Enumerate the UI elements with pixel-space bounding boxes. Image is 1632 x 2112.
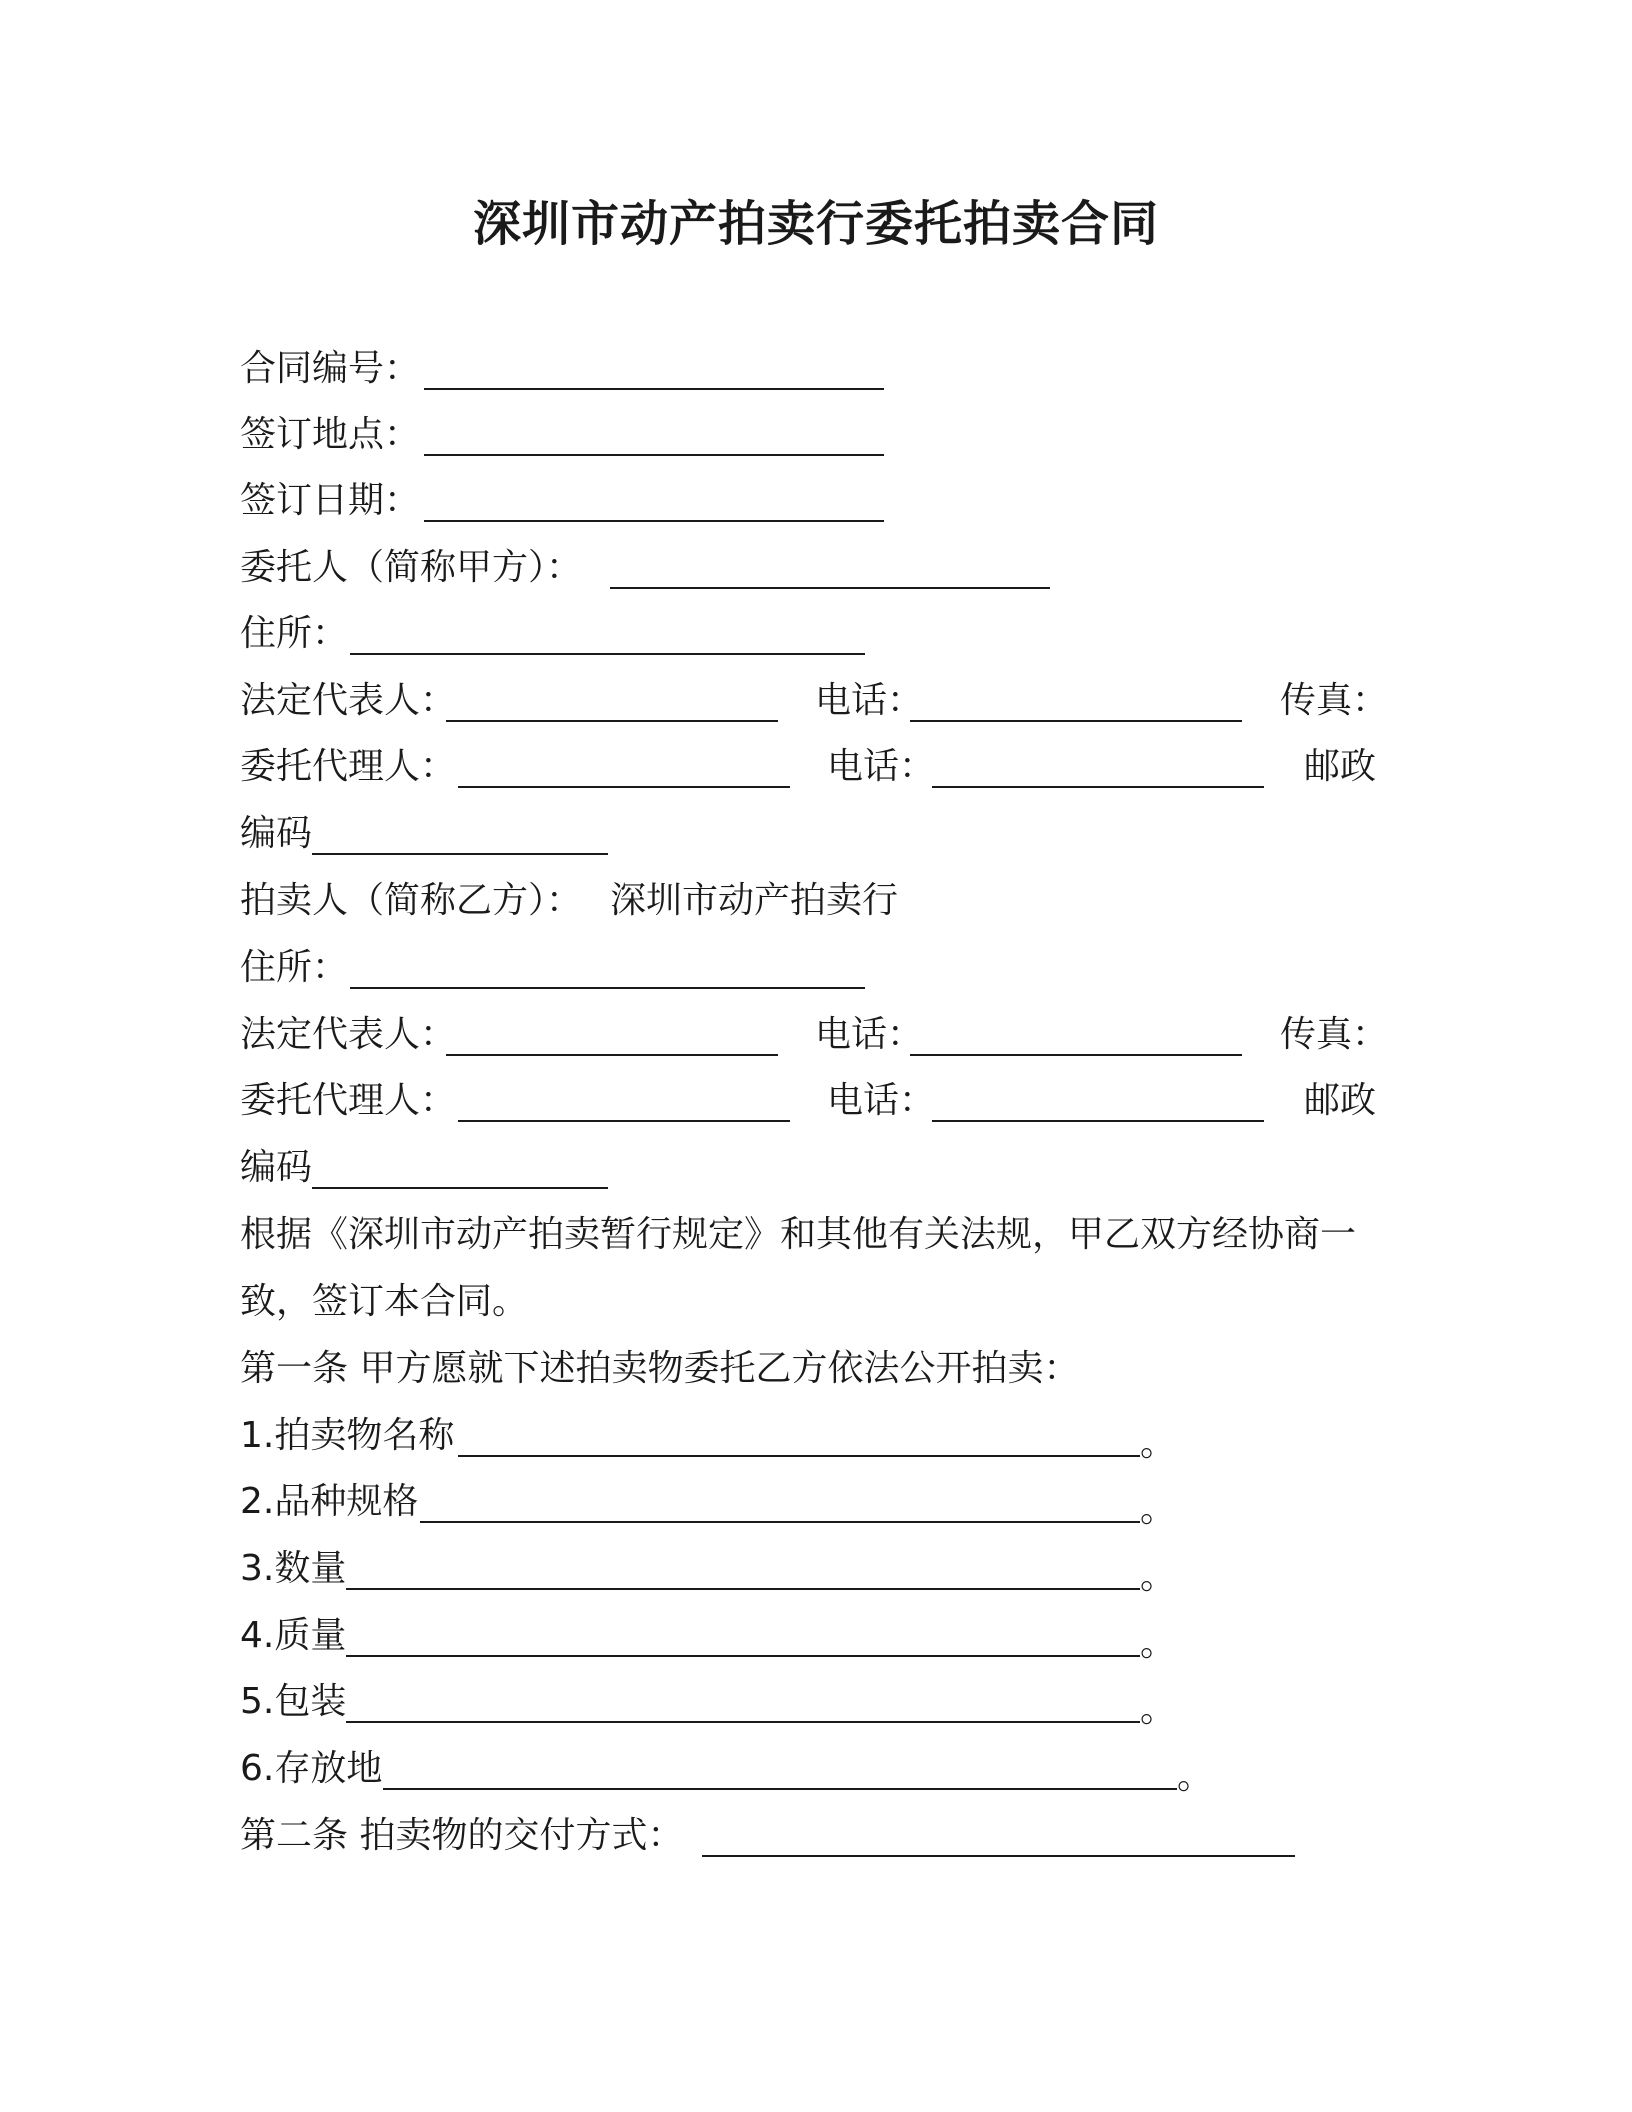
party-a-label: 委托人（简称甲方）：	[240, 547, 583, 588]
sign-place-field[interactable]	[424, 454, 884, 456]
party-b-address-field[interactable]	[350, 987, 865, 989]
item-end-mark-3: 。	[1140, 1556, 1177, 1597]
party-a-address-field[interactable]	[350, 653, 865, 655]
party-b-phone-field[interactable]	[910, 1054, 1242, 1056]
party-a-agent-field[interactable]	[458, 786, 790, 788]
party-b-fax-label: 传真：	[1280, 1014, 1389, 1055]
party-b-address-label: 住所：	[240, 947, 349, 988]
article-2-heading: 第二条 拍卖物的交付方式：	[240, 1815, 684, 1856]
party-b-name: 深圳市动产拍卖行	[610, 880, 899, 921]
contract-no-field[interactable]	[424, 388, 884, 390]
party-a-phone-label: 电话：	[815, 680, 924, 721]
party-a-phone2-label: 电话：	[827, 746, 936, 787]
contract-no-label: 合同编号：	[240, 348, 421, 389]
sign-date-field[interactable]	[424, 520, 884, 522]
party-a-postal-label-a: 邮政	[1304, 746, 1377, 787]
party-a-rep-label: 法定代表人：	[240, 680, 457, 721]
item-field-5[interactable]	[346, 1721, 1140, 1723]
party-b-label: 拍卖人（简称乙方）：	[240, 880, 583, 921]
party-b-rep-field[interactable]	[446, 1054, 778, 1056]
party-b-postal-field[interactable]	[312, 1187, 608, 1189]
preamble-line-2: 致，签订本合同。	[240, 1281, 529, 1322]
item-end-mark-1: 。	[1140, 1423, 1177, 1464]
party-a-postal-field[interactable]	[312, 853, 608, 855]
party-a-rep-field[interactable]	[446, 720, 778, 722]
item-label-5: 5.包装	[240, 1681, 347, 1722]
item-field-2[interactable]	[420, 1521, 1140, 1523]
article-1-heading: 第一条 甲方愿就下述拍卖物委托乙方依法公开拍卖：	[240, 1348, 1080, 1389]
item-end-mark-5: 。	[1140, 1689, 1177, 1730]
party-a-phone2-field[interactable]	[932, 786, 1264, 788]
item-field-6[interactable]	[383, 1788, 1177, 1790]
party-b-agent-field[interactable]	[458, 1120, 790, 1122]
party-b-postal-label-a: 邮政	[1304, 1080, 1377, 1121]
item-label-4: 4.质量	[240, 1615, 347, 1656]
item-end-mark-4: 。	[1140, 1623, 1177, 1664]
delivery-method-field[interactable]	[702, 1855, 1295, 1857]
party-b-agent-label: 委托代理人：	[240, 1080, 457, 1121]
item-label-2: 2.品种规格	[240, 1481, 419, 1522]
party-a-fax-label: 传真：	[1280, 680, 1389, 721]
contract-title: 深圳市动产拍卖行委托拍卖合同	[472, 196, 1159, 252]
item-end-mark-2: 。	[1140, 1489, 1177, 1530]
party-b-phone2-label: 电话：	[827, 1080, 936, 1121]
item-field-1[interactable]	[458, 1455, 1140, 1457]
party-b-phone-label: 电话：	[815, 1014, 924, 1055]
item-label-6: 6.存放地	[240, 1748, 383, 1789]
party-a-postal-label-b: 编码	[240, 813, 313, 854]
item-label-3: 3.数量	[240, 1548, 347, 1589]
party-a-address-label: 住所：	[240, 613, 349, 654]
party-b-postal-label-b: 编码	[240, 1147, 313, 1188]
party-b-phone2-field[interactable]	[932, 1120, 1264, 1122]
party-a-agent-label: 委托代理人：	[240, 746, 457, 787]
preamble-line-1: 根据《深圳市动产拍卖暂行规定》和其他有关法规，甲乙双方经协商一	[240, 1214, 1357, 1255]
sign-place-label: 签订地点：	[240, 414, 421, 455]
party-b-rep-label: 法定代表人：	[240, 1014, 457, 1055]
party-a-field[interactable]	[610, 587, 1050, 589]
item-end-mark-6: 。	[1177, 1756, 1214, 1797]
item-field-4[interactable]	[346, 1655, 1140, 1657]
item-field-3[interactable]	[346, 1588, 1140, 1590]
sign-date-label: 签订日期：	[240, 480, 421, 521]
item-label-1: 1.拍卖物名称	[240, 1415, 455, 1456]
party-a-phone-field[interactable]	[910, 720, 1242, 722]
